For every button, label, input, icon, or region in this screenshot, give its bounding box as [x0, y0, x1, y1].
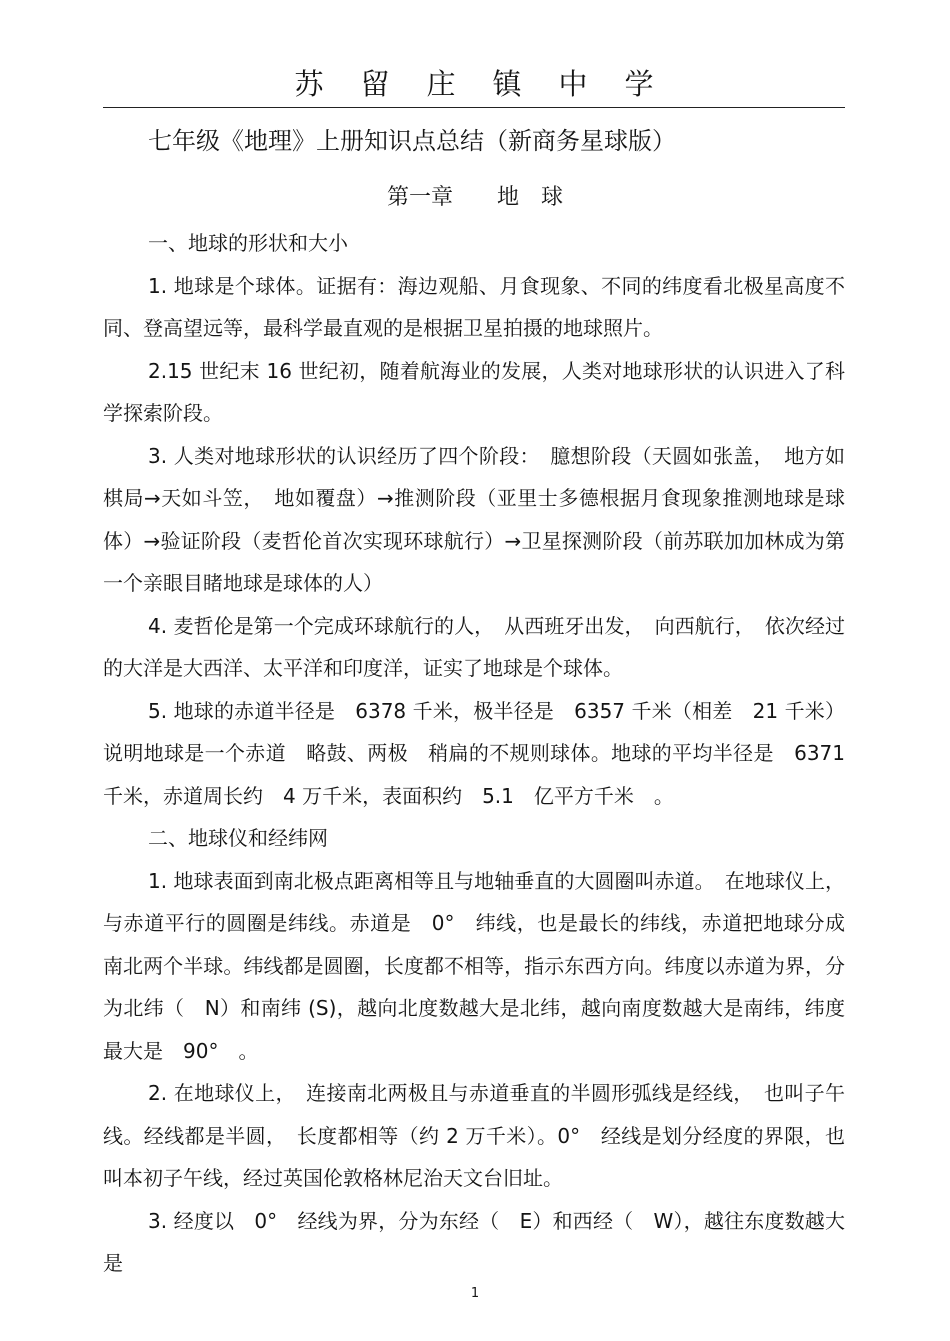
document-body — [103, 222, 845, 1285]
paragraph: 3. 人类对地球形状的认识经历了四个阶段： 臆想阶段（天圆如张盖， 地方如棋局→天如斗笠， 地如覆盘）→推测阶段（亚里士多德根据月食现象推测地球是球体）→验证阶段（麦哲伦首次实现环球航行）→卫星探测阶段（前苏联加加林成为第一个亲眼目睹地球是球体的人） — [103, 443, 845, 595]
header-divider — [103, 107, 845, 108]
header-school-name: 苏留庄镇中学 — [294, 67, 691, 101]
section-heading: 二、地球仪和经纬网 — [148, 826, 328, 850]
chapter-title: 第一章 地 球 — [386, 185, 563, 210]
paragraph: 2.15 世纪末 16 世纪初，随着航海业的发展，人类对地球形状的认识进入了科学探索阶段。 — [103, 358, 845, 425]
paragraph: 5. 地球的赤道半径是 6378 千米，极半径是 6357 千米（相差 21 千米）说明地球是一个赤道 略鼓、两极 稍扁的不规则球体。地球的平均半径是 6371 千米，赤道周长约 4 万千米，表面积约 5.1 亿平方千米 。 — [103, 698, 845, 808]
paragraph: 1. 地球表面到南北极点距离相等且与地轴垂直的大圆圈叫赤道。 在地球仪上，与赤道平行的圆圈是纬线。赤道是 0° 纬线，也是最长的纬线，赤道把地球分成南北两个半球。纬线都是圆圈，长度都不相等，指示东西方向。纬度以赤道为界，分为北纬（ N）和南纬 (S)，越向北度数越大是北纬，越向南度数越大是南纬，纬度最大是 90° 。 — [103, 868, 845, 1063]
paragraph: 1. 地球是个球体。证据有：海边观船、月食现象、不同的纬度看北极星高度不同、登高望远等，最科学最直观的是根据卫星拍摄的地球照片。 — [103, 273, 845, 340]
paragraph: 4. 麦哲伦是第一个完成环球航行的人， 从西班牙出发， 向西航行， 依次经过的大洋是大西洋、太平洋和印度洋，证实了地球是个球体。 — [103, 613, 845, 680]
section-heading: 一、地球的形状和大小 — [148, 231, 348, 255]
paragraph: 2. 在地球仪上， 连接南北两极且与赤道垂直的半圆形弧线是经线， 也叫子午线。经线都是半圆， 长度都相等（约 2 万千米）。0° 经线是划分经度的界限，也叫本初子午线，经过英国伦敦格林尼治天文台旧址。 — [103, 1081, 845, 1190]
document-title: 七年级《地理》上册知识点总结（新商务星球版） — [148, 127, 676, 155]
paragraph: 3. 经度以 0° 经线为界，分为东经（ E）和西经（ W），越往东度数越大是 — [103, 1208, 845, 1275]
page-number: 1 — [470, 1286, 480, 1301]
